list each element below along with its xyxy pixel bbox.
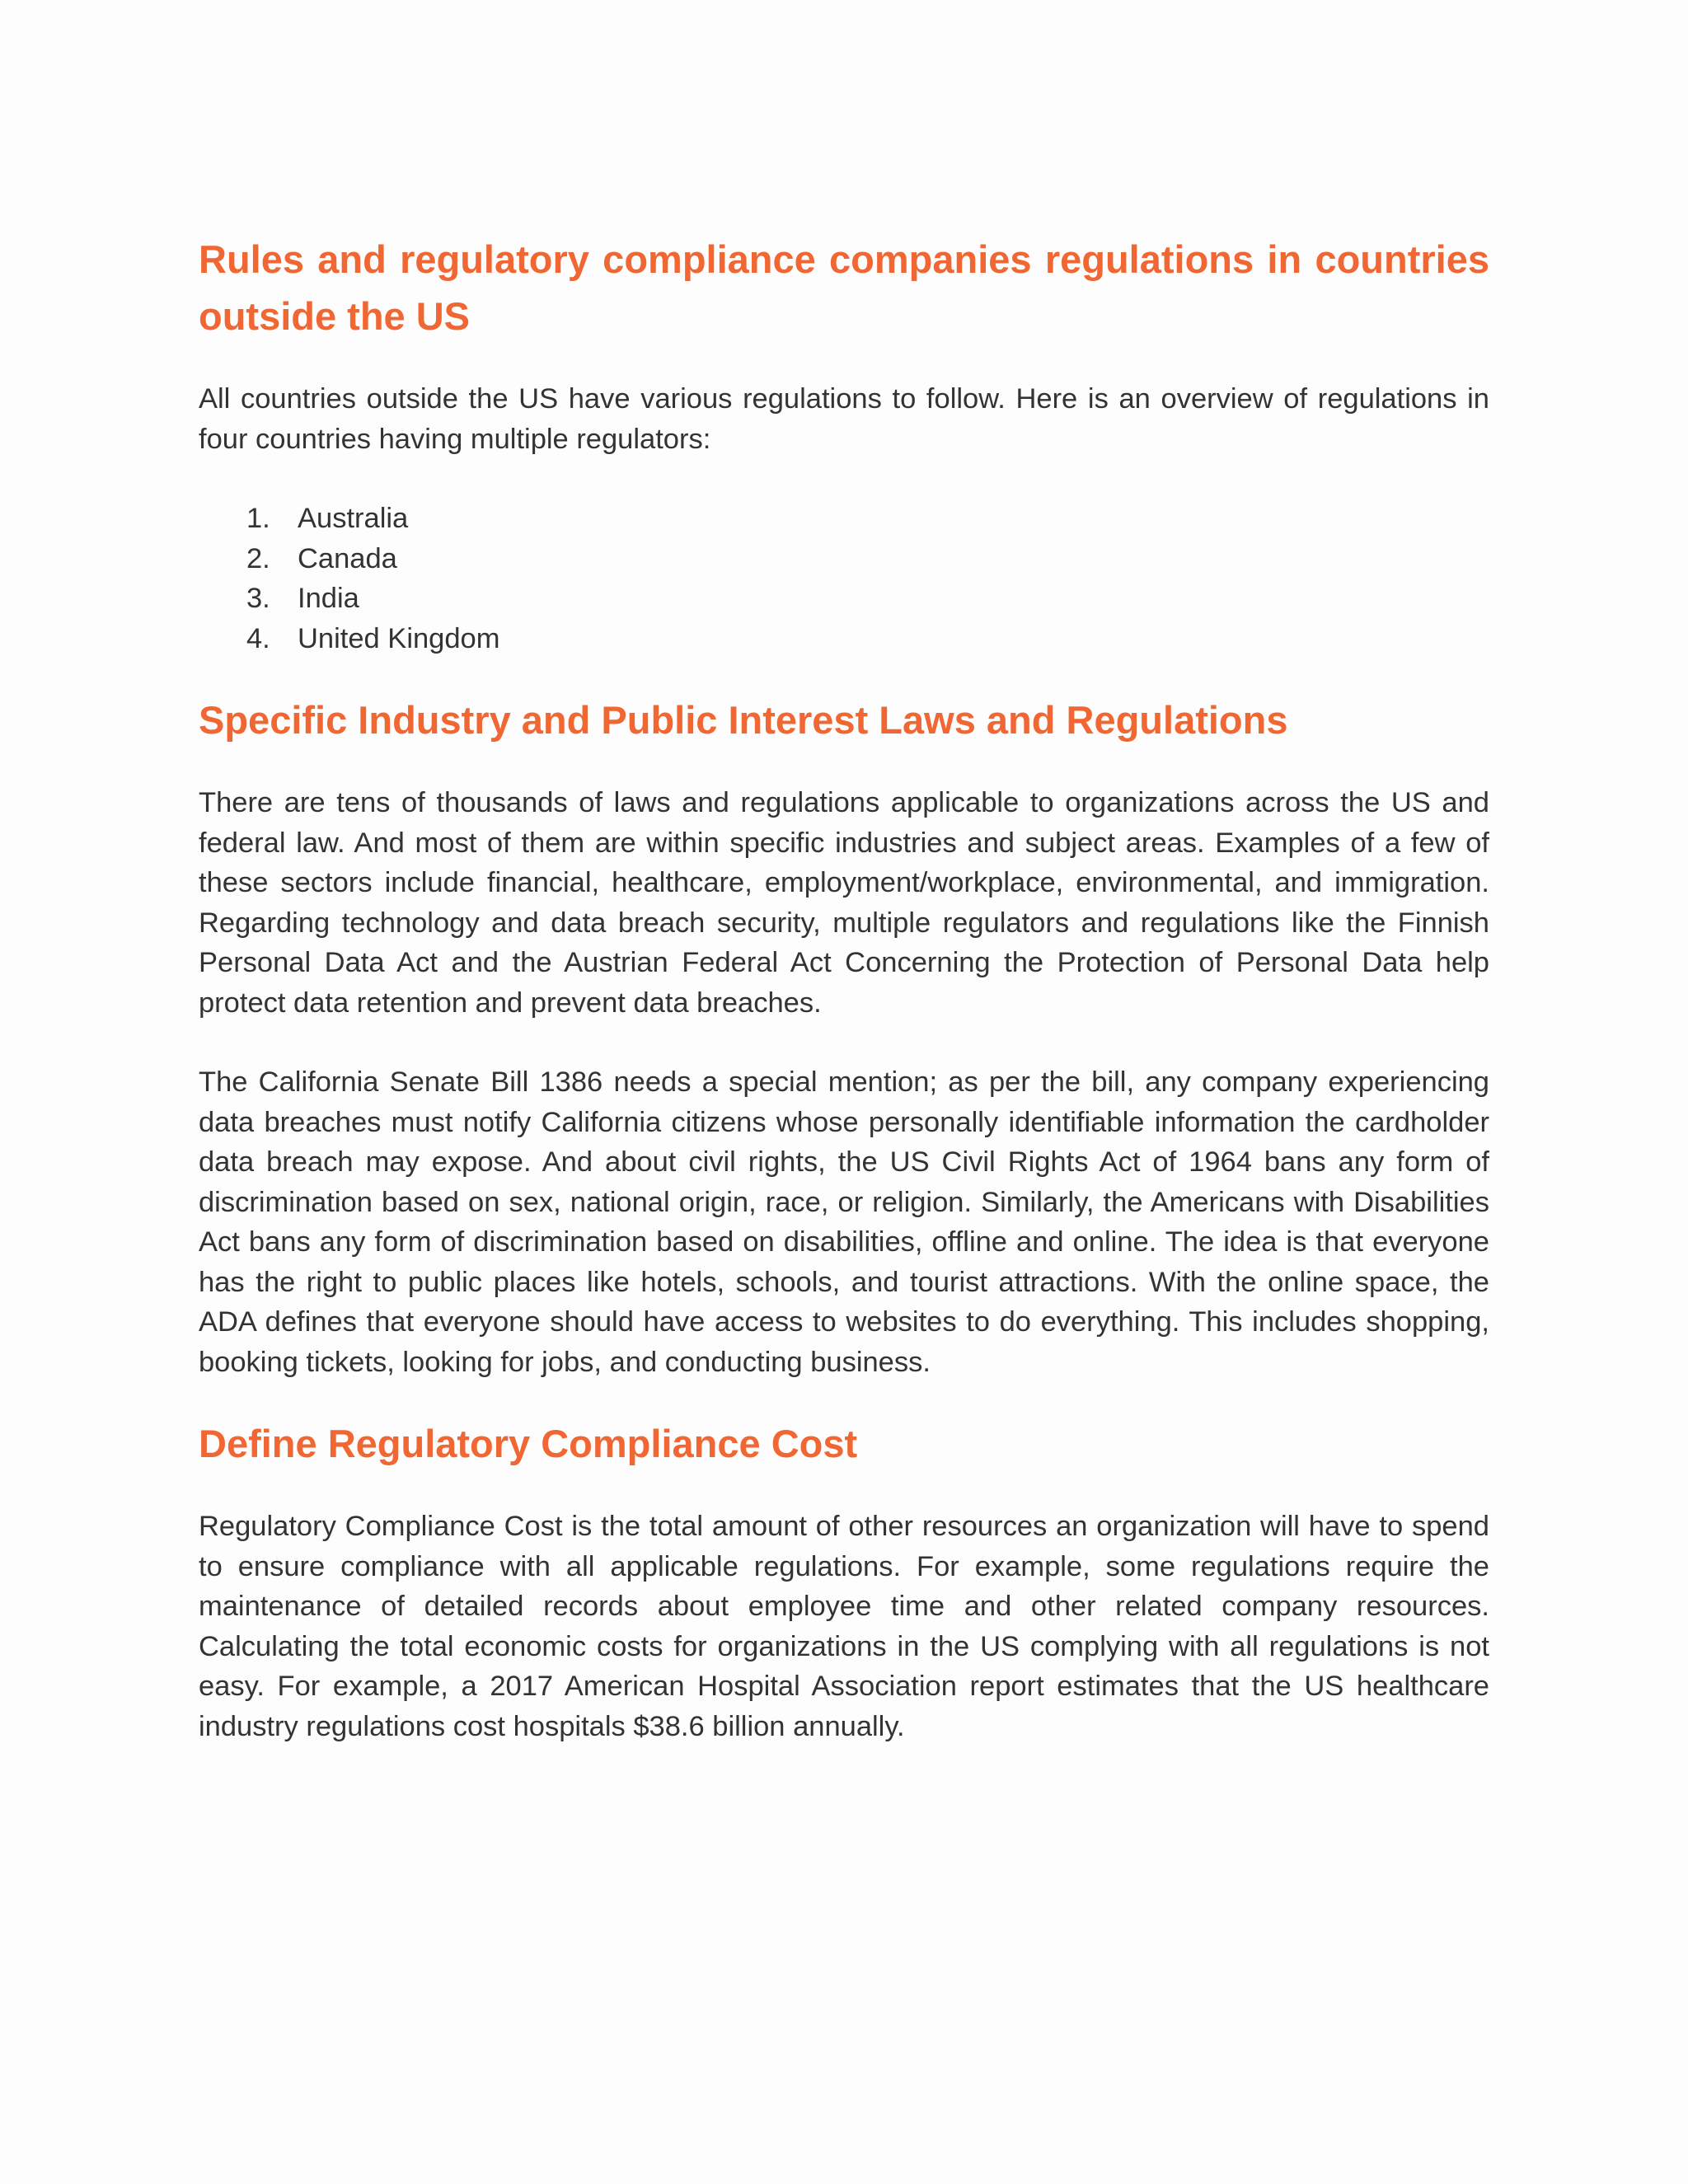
list-item-number: 2. [246, 542, 270, 574]
compliance-cost-paragraph: Regulatory Compliance Cost is the total amount of other resources an organization will have to spend to ensure compliance with all applicable regulations. For example, some regulations require the maintenance of detailed records about employee time and other related company resources. Calculating the total economic costs for organizations in the US complying with all regulations is not easy. For example, a 2017 American Hospital Association report estimates that the US healthcare industry regulations cost hospitals $38.6 billion annually. [199, 1511, 1489, 1742]
list-item [199, 539, 1489, 579]
list-item-label: United Kingdom [298, 622, 500, 654]
section-heading-industry-laws: Specific Industry and Public Interest Laws and Regulations [199, 698, 1288, 742]
list-item [199, 579, 1489, 619]
section-heading-compliance-cost: Define Regulatory Compliance Cost [199, 1422, 858, 1465]
industry-paragraph-1: There are tens of thousands of laws and regulations applicable to organizations across the US and federal law. And most of them are within specific industries and subject areas. Examples of a few of these sectors include financial, healthcare, employment/workplace, environmental, and immigration. Regarding technology and data breach security, multiple regulators and regulations like the Finnish Personal Data Act and the Austrian Federal Act Concerning the Protection of Personal Data help protect data retention and prevent data breaches. [199, 787, 1489, 1019]
section-heading-outside-us: Rules and regulatory compliance companies regulations in countries outside the US [199, 237, 1489, 338]
document-content [199, 231, 1489, 1746]
industry-paragraph-2: The California Senate Bill 1386 needs a special mention; as per the bill, any company experiencing data breaches must notify California citizens whose personally identifiable information the cardholder data breach may expose. And about civil rights, the US Civil Rights Act of 1964 bans any form of discrimination based on sex, national origin, race, or religion. Similarly, the Americans with Disabilities Act bans any form of discrimination based on disabilities, offline and online. The idea is that everyone has the right to public places like hotels, schools, and tourist attractions. With the online space, the ADA defines that everyone should have access to websites to do everything. This includes shopping, booking tickets, looking for jobs, and conducting business. [199, 1066, 1489, 1378]
list-item-number: 4. [246, 622, 270, 654]
list-item [199, 499, 1489, 539]
list-item-label: India [298, 583, 359, 614]
list-item-number: 3. [246, 583, 270, 614]
intro-paragraph: All countries outside the US have various regulations to follow. Here is an overview of regulations in four countries having multiple regulators: [199, 383, 1489, 455]
countries-list [199, 499, 1489, 658]
list-item-label: Canada [298, 542, 397, 574]
list-item [199, 619, 1489, 659]
list-item-label: Australia [298, 503, 409, 534]
list-item-number: 1. [246, 503, 270, 534]
